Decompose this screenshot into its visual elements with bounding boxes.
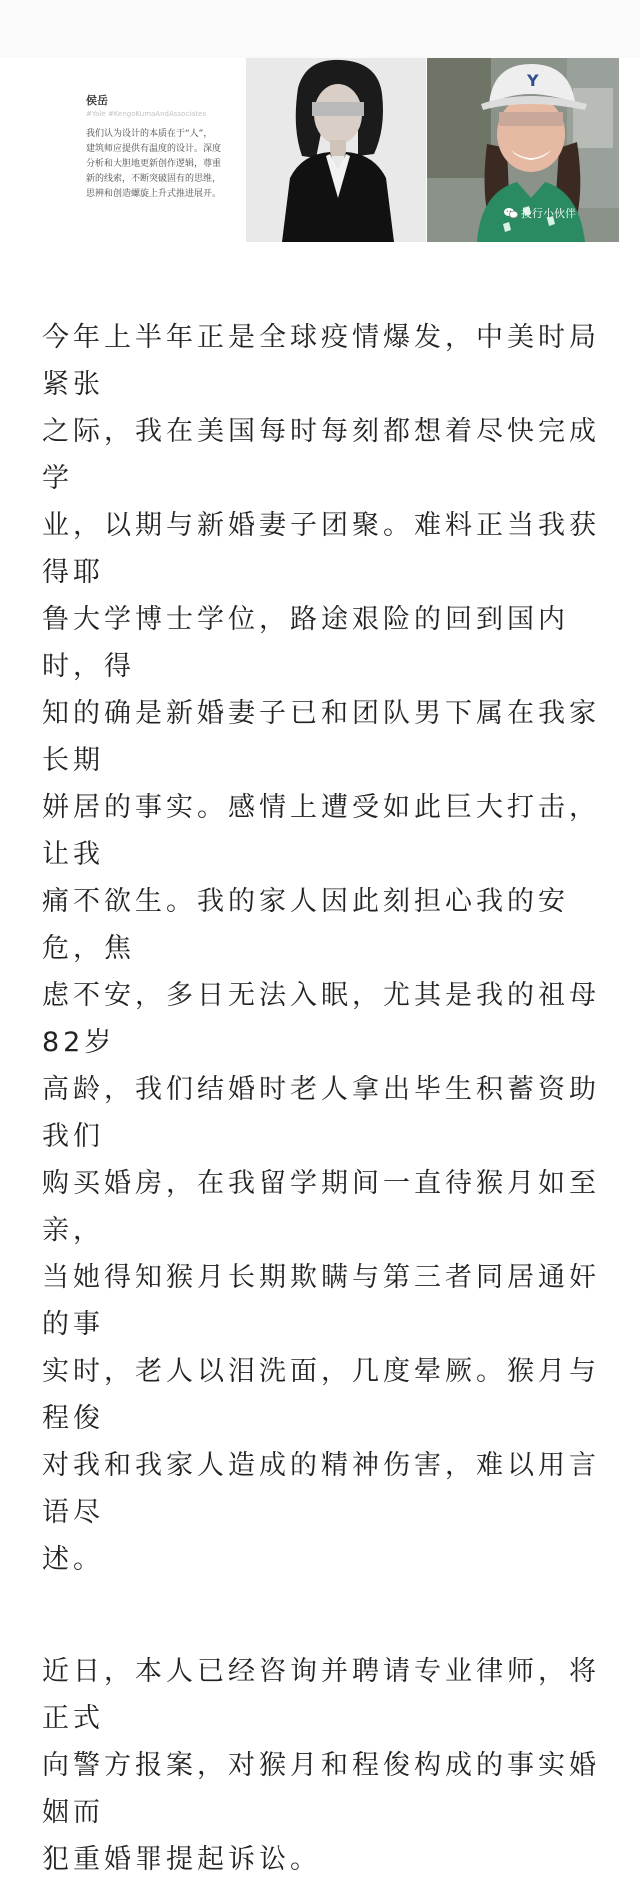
profile-description-line: 新的线索，不断突破固有的思维， bbox=[86, 174, 222, 184]
paragraph-line: 知的确是新婚妻子已和团队男下属在我家长期 bbox=[42, 698, 600, 776]
portrait-photo-blazer bbox=[246, 58, 426, 242]
paragraph-line: 痛不欲生。我的家人因此刻担心我的安危，焦 bbox=[42, 886, 569, 964]
paragraph-line: 高龄，我们结婚时老人拿出毕生积蓄资助我们 bbox=[42, 1074, 600, 1152]
paragraph-line: 实时，老人以泪洗面，几度晕厥。猴月与程俊 bbox=[42, 1356, 600, 1434]
top-blank-strip bbox=[0, 0, 640, 58]
article-body bbox=[42, 314, 622, 1883]
profile-description-line: 思辨和创造螺旋上升式推进展开。 bbox=[86, 189, 222, 199]
paragraph-line: 之际，我在美国每时每刻都想着尽快完成学 bbox=[42, 416, 600, 494]
svg-text:Y: Y bbox=[527, 71, 539, 90]
profile-description-line: 建筑师应提供有温度的设计。深度 bbox=[86, 144, 222, 154]
paragraph-line: 鲁大学博士学位，路途艰险的回到国内时，得 bbox=[42, 604, 569, 682]
article-paragraph-1 bbox=[42, 314, 622, 1583]
wechat-icon bbox=[504, 207, 518, 219]
paragraph-line: 虑不安，多日无法入眠，尤其是我的祖母82岁 bbox=[42, 980, 600, 1058]
profile-tags: #Yale #KengoKumaAndAssociates bbox=[86, 110, 207, 118]
paragraph-line: 对我和我家人造成的精神伤害，难以用言语尽 bbox=[42, 1450, 600, 1528]
paragraph-line: 购买婚房，在我留学期间一直待猴月如至亲， bbox=[42, 1168, 600, 1246]
paragraph-line: 今年上半年正是全球疫情爆发，中美时局紧张 bbox=[42, 322, 600, 400]
article-paragraph-2 bbox=[42, 1648, 622, 1883]
profile-banner-image bbox=[46, 58, 619, 242]
paragraph-line: 犯重婚罪提起诉讼。 bbox=[42, 1844, 321, 1875]
paragraph-line: 近日，本人已经咨询并聘请专业律师，将正式 bbox=[42, 1656, 600, 1734]
paragraph-line: 述。 bbox=[42, 1544, 104, 1575]
paragraph-line: 业，以期与新婚妻子团聚。难料正当我获得耶 bbox=[42, 510, 600, 588]
paragraph-line: 向警方报案，对猴月和程俊构成的事实婚姻而 bbox=[42, 1750, 600, 1828]
profile-description-line: 分析和大胆地更新创作逻辑，尊重 bbox=[86, 159, 222, 169]
paragraph-line: 姘居的事实。感情上遭受如此巨大打击，让我 bbox=[42, 792, 600, 870]
profile-name: 侯岳 bbox=[86, 94, 108, 107]
paragraph-line: 当她得知猴月长期欺瞒与第三者同居通奸的事 bbox=[42, 1262, 600, 1340]
profile-description-line: 我们认为设计的本质在于“人”， bbox=[86, 129, 213, 139]
watermark bbox=[504, 206, 576, 220]
watermark-label: 投行小伙伴 bbox=[521, 207, 576, 220]
